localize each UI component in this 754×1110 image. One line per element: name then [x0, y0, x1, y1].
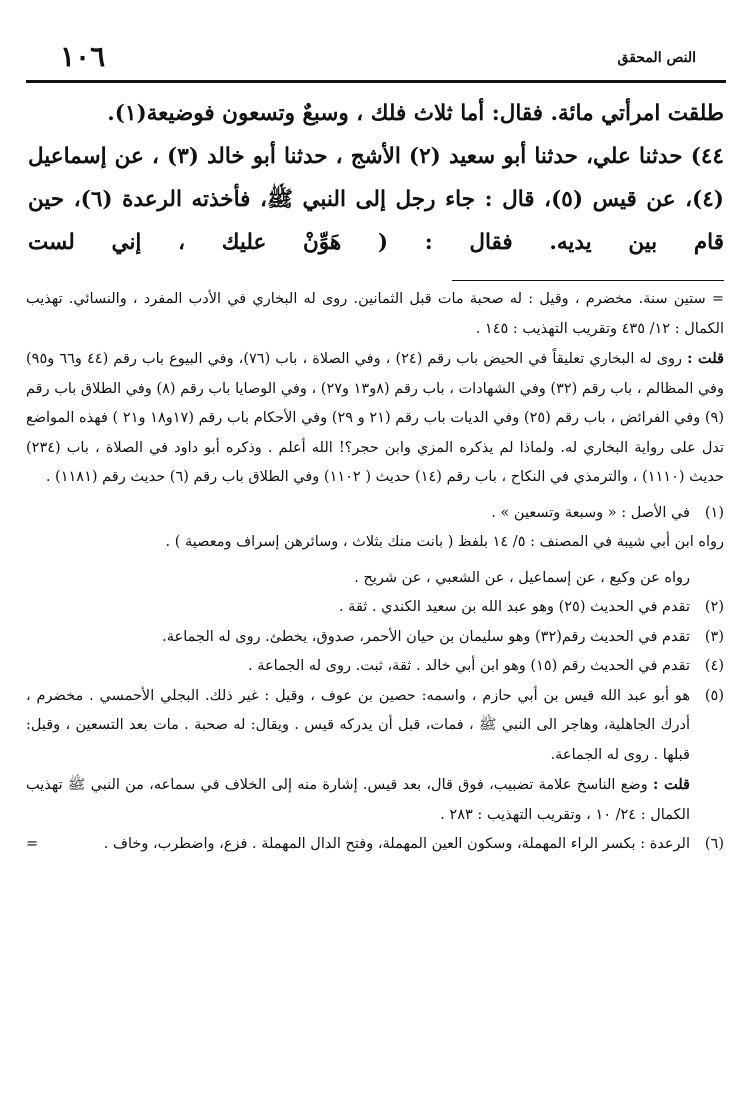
- footnote-number: (٢): [704, 599, 724, 615]
- footnote-continuation: = ستين سنة. مخضرم ، وقيل : له صحبة مات قبل الثمانين. روى له البخاري في الأدب المفرد ، والنسائي. تهذيب الكمال : ١٢/ ٤٣٥ وتقريب التهذيب : ١٤٥ .: [26, 291, 724, 337]
- footnote-4: [26, 652, 724, 682]
- footnote-separator: [452, 280, 724, 281]
- main-line-1: طلقت امرأتي مائة. فقال: أما ثلاث فلك ، وسبعٌ وتسعون فوضيعة(١).: [107, 101, 724, 126]
- qult-text: روى له البخاري تعليقاً في الحيض باب رقم (٢٤) ، وفي الصلاة ، باب (٧٦)، وفي البيوع باب رقم (٤٤ و٦٦ و٩٥) وفي المظالم ، باب رقم (٣٢) وفي الشهادات ، باب رقم (٨و١٣ و٢٧) ، وفي الوصايا باب رقم (٨) وفي الطلاق باب رقم (٩) وفي الفرائض ، باب رقم (٢٥) وفي الديات باب رقم (٢١ و ٢٩) وفي الأحكام باب رقم (١٧و١٨ و٢١ ) فهذه المواضع تدل على رواية البخاري له. ولماذا لم يذكره المزي وابن حجر؟! الله أعلم . وذكره أبو داود في الصلاة ، باب (٢٣٤) حديث (١١١٠) ، والترمذي في النكاح ، باب رقم (١٤) حديث ( ١١٠٢) وفي الطلاق باب رقم (٦) حديث رقم (١١٨١) .: [26, 351, 725, 485]
- hadith-number: ٤٤): [690, 144, 724, 169]
- footnote-text: تقدم في الحديث رقم (١٥) وهو ابن أبي خالد . ثقة، ثبت. روى له الجماعة .: [248, 658, 690, 674]
- footnote-number: (٣): [704, 628, 724, 645]
- hadith-text: حدثنا علي، حدثنا أبو سعيد (٢) الأشج ، حدثنا أبو خالد (٣) ، عن إسماعيل (٤)، عن قيس (٥)، قال : جاء رجل إلى النبي ﷺ، فأخذته الرعدة (٦)، حين قام بين يديه. فقال : ( هَوِّنْ عليك ، إني لست: [28, 144, 724, 255]
- footnote-1-text-2: رواه ابن أبي شيبة في المصنف : ٥/ ١٤ بلفظ ( بانت منك بثلاث ، وسائرهن إسراف ومعصية ) .: [165, 534, 724, 550]
- running-header-title: النص المحقق: [617, 50, 696, 66]
- hadith-44: [28, 135, 724, 264]
- footnote-text: هو أبو عبد الله قيس بن أبي حازم ، واسمه: حصين بن عوف ، وقيل : غير ذلك. البجلي الأحمسي . مخضرم ، أدرك الجاهلية، وهاجر الى النبي ﷺ ، فمات، قبل أن يدركه قيس . ويقال: له صحبة . مات بعد التسعين ، وقيل: قبلها . روى له الجماعة.: [26, 687, 690, 763]
- footnote-text: الرعدة : بكسر الراء المهملة، وسكون العين المهملة، وفتح الدال المهملة . فزع، واضطرب، وخاف .: [103, 836, 690, 852]
- continues-mark: =: [26, 836, 39, 852]
- footnote-number: (٥): [704, 687, 724, 704]
- footnote-2: [26, 593, 724, 623]
- footnote-number: (٦): [704, 836, 724, 852]
- footnote-number: (١): [704, 504, 724, 521]
- footnote-number: (٤): [704, 658, 724, 674]
- footnote-6-body: [26, 830, 690, 860]
- footnote-6: [26, 830, 724, 860]
- qult-label: قلت :: [687, 350, 724, 367]
- qult-note: [26, 344, 724, 493]
- footnote-1: [26, 499, 724, 529]
- footnote-1-text-3: رواه عن وكيع ، عن إسماعيل ، عن الشعبي ، عن شريح .: [354, 569, 690, 586]
- footnote-text: في الأصل : « وسبعة وتسعين » .: [491, 504, 690, 521]
- footnote-text: تقدم في الحديث رقم(٣٢) وهو سليمان بن حيان الأحمر، صدوق، يخطئ. روى له الجماعة.: [162, 628, 690, 645]
- main-text: [28, 92, 724, 264]
- footnotes: [26, 285, 724, 860]
- footnote-3: [26, 623, 724, 653]
- page-number: ١٠٦: [60, 40, 106, 73]
- footnote-5-qult: [26, 770, 724, 830]
- qult-label: قلت :: [652, 776, 690, 793]
- qult-text: وضع الناسخ علامة تضبيب، فوق قال، بعد قيس. إشارة منه إلى الخلاف في سماعه، من النبي ﷺ تهذيب الكمال : ٢٤/ ١٠ ، وتقريب التهذيب : ٢٨٣ .: [26, 777, 690, 823]
- footnote-text: تقدم في الحديث (٢٥) وهو عبد الله بن سعيد الكندي . ثقة .: [338, 599, 690, 615]
- header-rule: [26, 80, 726, 83]
- footnote-5: [26, 682, 724, 771]
